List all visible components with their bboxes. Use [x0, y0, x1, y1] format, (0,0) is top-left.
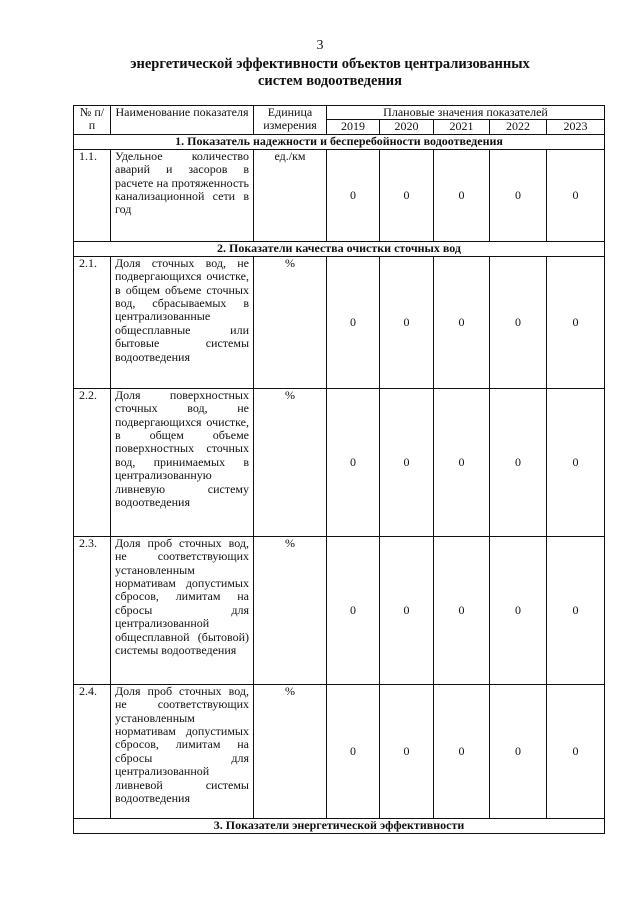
- row-value: 0: [380, 149, 434, 241]
- row-value: 0: [434, 149, 490, 241]
- page-number: 3: [316, 38, 324, 53]
- header-name: Наименование показателя: [111, 106, 254, 135]
- section-row: [74, 241, 605, 256]
- row-value: 0: [327, 684, 380, 818]
- section-title: 1. Показатель надежности и бесперебойности водоотведения: [74, 134, 605, 149]
- row-number: 2.1.: [74, 256, 111, 388]
- row-value: 0: [434, 256, 490, 388]
- header-number: № п/п: [74, 106, 111, 135]
- row-number: 2.3.: [74, 536, 111, 684]
- header-year: 2019: [327, 120, 380, 134]
- row-value: 0: [490, 256, 547, 388]
- row-name: Доля поверхностных сточных вод, не подвергающихся очистке, в общем объеме поверхностных сточных вод, принимаемых в централизованную ливневую систему водоотведения: [111, 388, 254, 536]
- row-value: 0: [434, 536, 490, 684]
- header-planned: Плановые значения показателей: [327, 106, 605, 120]
- section-row: [74, 818, 605, 833]
- row-name: Удельное количество аварий и засоров в расчете на протяженность канализационной сети в год: [111, 149, 254, 241]
- row-number: 1.1.: [74, 149, 111, 241]
- row-unit: %: [254, 388, 327, 536]
- row-unit: %: [254, 684, 327, 818]
- row-value: 0: [490, 149, 547, 241]
- header-year: 2021: [434, 120, 490, 134]
- row-value: 0: [547, 149, 605, 241]
- row-value: 0: [434, 684, 490, 818]
- row-unit: %: [254, 256, 327, 388]
- row-value: 0: [434, 388, 490, 536]
- title-line-1: энергетической эффективности объектов централизованных: [130, 56, 530, 72]
- table-row: [74, 388, 605, 536]
- header-row-1: [74, 106, 605, 120]
- header-year: 2020: [380, 120, 434, 134]
- header-year: 2023: [547, 120, 605, 134]
- row-number: 2.2.: [74, 388, 111, 536]
- row-value: 0: [327, 256, 380, 388]
- row-unit: ед./км: [254, 149, 327, 241]
- row-value: 0: [380, 256, 434, 388]
- document-title: [60, 56, 600, 90]
- row-number: 2.4.: [74, 684, 111, 818]
- table-row: [74, 536, 605, 684]
- row-value: 0: [327, 149, 380, 241]
- row-value: 0: [547, 684, 605, 818]
- row-name: Доля проб сточных вод, не соответствующих установленным нормативам допустимых сбросов, лимитам на сбросы для централизованной ливневой системы водоотведения: [111, 684, 254, 818]
- row-value: 0: [380, 536, 434, 684]
- row-value: 0: [380, 684, 434, 818]
- title-line-2: систем водоотведения: [257, 73, 403, 89]
- header-year: 2022: [490, 120, 547, 134]
- table-row: [74, 684, 605, 818]
- row-name: Доля проб сточных вод, не соответствующих установленным нормативам допустимых сбросов, лимитам на сбросы для централизованной общесплавной (бытовой) системы водоотведения: [111, 536, 254, 684]
- section-row: [74, 134, 605, 149]
- table-row: [74, 149, 605, 241]
- table-row: [74, 256, 605, 388]
- row-value: 0: [547, 256, 605, 388]
- section-title: 3. Показатели энергетической эффективности: [74, 818, 605, 833]
- row-value: 0: [490, 536, 547, 684]
- row-unit: %: [254, 536, 327, 684]
- row-value: 0: [490, 684, 547, 818]
- row-value: 0: [380, 388, 434, 536]
- row-value: 0: [327, 388, 380, 536]
- row-value: 0: [547, 536, 605, 684]
- row-name: Доля сточных вод, не подвергающихся очистке, в общем объеме сточных вод, сбрасываемых в централизованные общесплавные или бытовые системы водоотведения: [111, 256, 254, 388]
- indicators-table: [73, 105, 605, 834]
- row-value: 0: [547, 388, 605, 536]
- header-unit: Единица измерения: [254, 106, 327, 135]
- row-value: 0: [327, 536, 380, 684]
- row-value: 0: [490, 388, 547, 536]
- section-title: 2. Показатели качества очистки сточных вод: [74, 241, 605, 256]
